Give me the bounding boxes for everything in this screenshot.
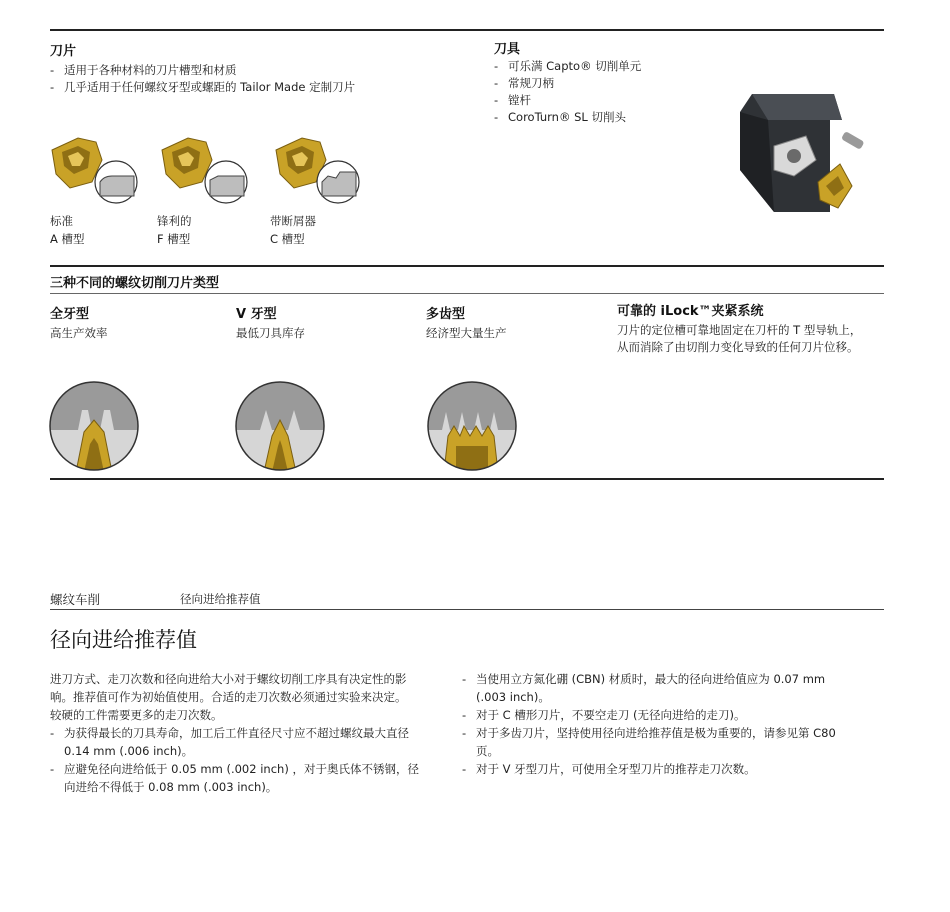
bullet-item: - 应避免径向进给低于 0.05 mm (.002 inch) ，对于奥氏体不锈钢，径 向进给不得低于 0.08 mm (.003 inch)。 <box>50 762 419 794</box>
section-rule <box>50 265 884 267</box>
full-profile-image <box>48 380 140 472</box>
tool-holder-image <box>734 90 874 220</box>
v-profile-image <box>234 380 326 472</box>
section-subrule <box>50 293 884 294</box>
bullet-item: - 对于 V 牙型刀片，可使用全牙型刀片的推荐走刀次数。 <box>462 762 756 776</box>
bullet-item: - 适用于各种材料的刀片槽型和材质 <box>50 63 237 77</box>
tools-title: 刀具 <box>494 42 521 57</box>
type-multi-point-title: 多齿型 <box>426 307 466 322</box>
multi-point-image <box>426 380 518 472</box>
type-v-profile-desc: 最低刀具库存 <box>236 326 305 340</box>
bullet-item: - 常规刀柄 <box>494 76 554 90</box>
inserts-bullets <box>50 62 470 96</box>
insert-caption-c: 带断屑器 C 槽型 <box>270 214 316 246</box>
type-v-profile-title: V 牙型 <box>236 307 277 322</box>
bullet-item: - 几乎适用于任何螺纹牙型或螺距的 Tailor Made 定制刀片 <box>50 80 356 94</box>
ilock-text: 刀片的定位槽可靠地固定在刀杆的 T 型导轨上， 从而消除了由切削力变化导致的任何刀片位移。 <box>617 323 862 354</box>
header-rule <box>50 609 884 610</box>
insert-c-image <box>272 130 362 205</box>
type-multi-point-desc: 经济型大量生产 <box>426 326 507 340</box>
tools-bullets <box>494 58 754 126</box>
bullet-item: - 可乐满 Capto® 切削单元 <box>494 59 642 73</box>
section-subtitle: 径向进给推荐值 <box>180 592 261 606</box>
page-title: 径向进给推荐值 <box>50 628 197 652</box>
ilock-title: 可靠的 iLock™夹紧系统 <box>617 304 764 319</box>
type-full-profile-desc: 高生产效率 <box>50 326 108 340</box>
inserts-title: 刀片 <box>50 44 77 59</box>
breadcrumb: 螺纹车削 <box>50 592 101 607</box>
right-column-text <box>462 670 882 778</box>
insert-caption-f: 锋利的 F 槽型 <box>157 214 192 246</box>
insert-caption-a: 标准 A 槽型 <box>50 214 85 246</box>
bullet-item: - 当使用立方氮化硼 (CBN) 材质时，最大的径向进给值应为 0.07 mm (.003 inch)。 <box>462 672 826 704</box>
three-types-title: 三种不同的螺纹切削刀片类型 <box>50 276 220 291</box>
section-end-rule <box>50 478 884 480</box>
insert-a-image <box>48 130 138 205</box>
bullet-item: - 为获得最长的刀具寿命，加工后工件直径尺寸应不超过螺纹最大直径 0.14 mm (.006 inch)。 <box>50 726 409 758</box>
bullet-item: - 镗杆 <box>494 93 531 107</box>
top-rule <box>50 29 884 31</box>
bullet-item: - 对于 C 槽形刀片，不要空走刀 (无径向进给的走刀)。 <box>462 708 746 722</box>
type-full-profile-title: 全牙型 <box>50 307 90 322</box>
insert-f-image <box>158 130 248 205</box>
bullet-item: - 对于多齿刀片，坚持使用径向进给推荐值是极为重要的，请参见第 C80 页。 <box>462 726 836 758</box>
bullet-item: - CoroTurn® SL 切削头 <box>494 110 626 124</box>
left-column-text: 进刀方式、走刀次数和径向进给大小对于螺纹切削工序具有决定性的影 响。推荐值可作为初始值使用。合适的走刀次数必须通过实验来决定。 较硬的工件需要更多的走刀次数。 - 为获得最长的刀具寿命，加工后工件直径尺寸应不超过螺纹最大直径 0.14 mm (.006 inch)。 - 应避免径向进给低于 0.05 mm (.002 inch) ，对于奥氏体不锈钢，径 向进给不得低于 0.08 mm (.003 inch)。 <box>50 670 460 796</box>
